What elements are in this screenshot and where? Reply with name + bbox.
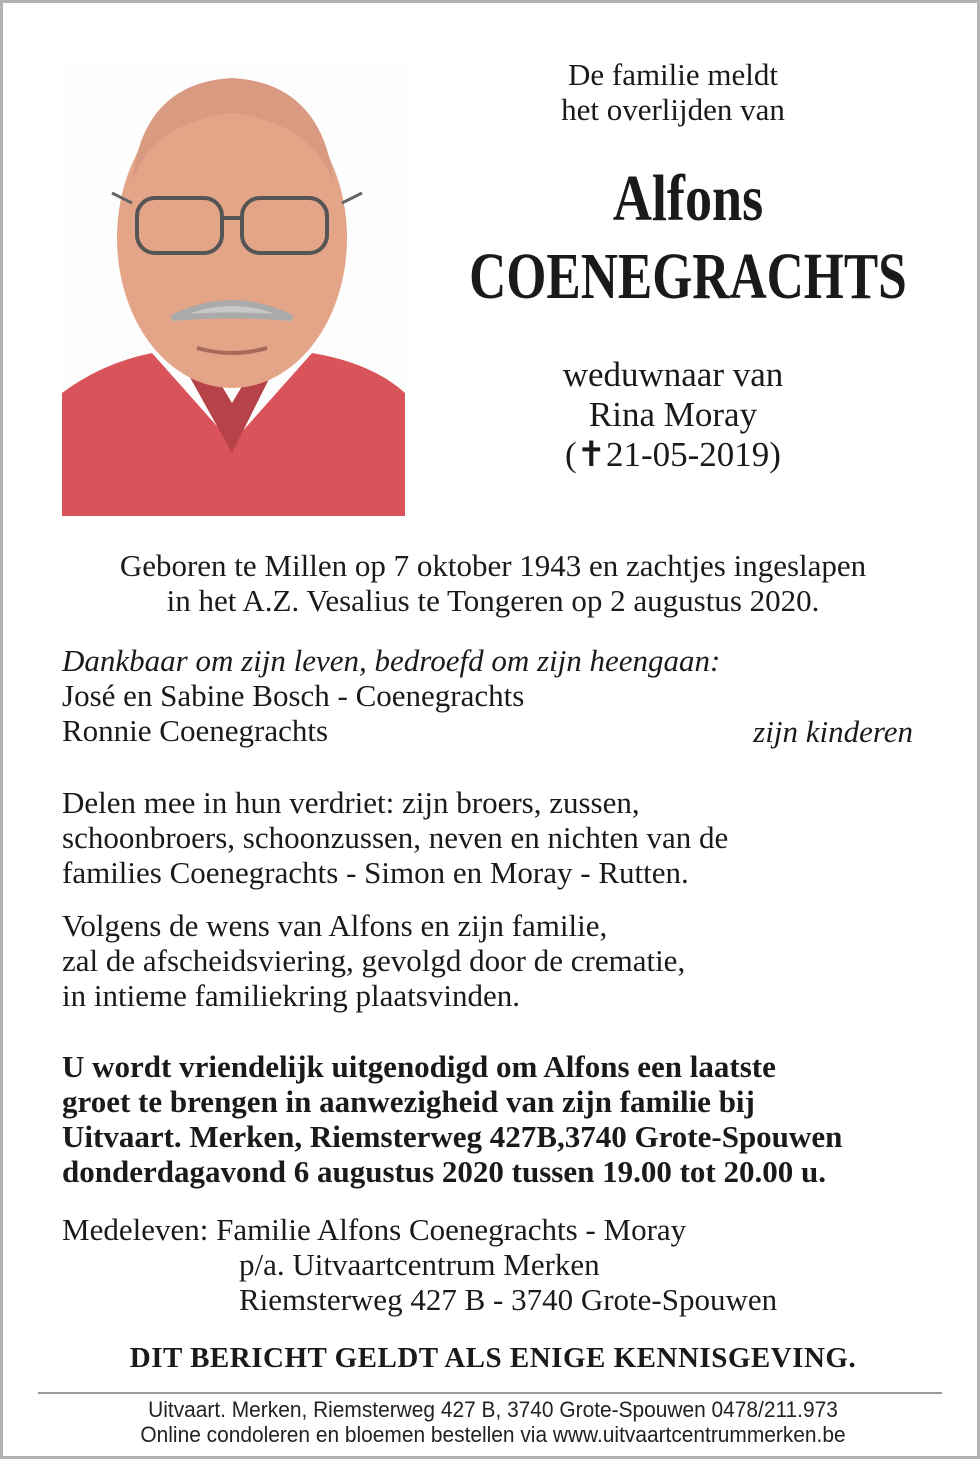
share-text <box>62 785 728 890</box>
child-line: Ronnie Coenegrachts <box>62 713 329 748</box>
share-line: schoonbroers, schoonzussen, neven en nichten van de <box>62 820 729 855</box>
share-line: Delen mee in hun verdriet: zijn broers, zussen, <box>62 785 640 820</box>
widower-line: (✝21-05-2019) <box>565 435 781 474</box>
wish-line: Volgens de wens van Alfons en zijn familie, <box>62 908 608 943</box>
wish-line: zal de afscheidsviering, gevolgd door de crematie, <box>62 943 686 978</box>
intro-text <box>443 57 903 127</box>
condolence-line: Riemsterweg 427 B - 3740 Grote-Spouwen <box>239 1282 778 1317</box>
footer-address: Uitvaart. Merken, Riemsterweg 427 B, 3740 Grote-Spouwen 0478/211.973 <box>148 1397 838 1422</box>
portrait-photo <box>62 63 405 516</box>
divider <box>38 1392 942 1394</box>
widower-line: Rina Moray <box>588 395 758 434</box>
widower-info <box>443 355 903 475</box>
birth-death-info <box>43 548 943 618</box>
widower-line: weduwnaar van <box>562 355 784 394</box>
condolence-label: Medeleven: <box>62 1212 209 1247</box>
invite-line: groet te brengen in aanwezigheid van zijn familie bij <box>62 1084 755 1119</box>
footer <box>28 1397 959 1447</box>
share-line: families Coenegrachts - Simon en Moray - Rutten. <box>62 855 689 890</box>
family-list <box>62 643 720 748</box>
born-line: Geboren te Millen op 7 oktober 1943 en zachtjes ingeslapen <box>119 548 867 583</box>
final-notice: DIT BERICHT GELDT ALS ENIGE KENNISGEVING. <box>129 1342 857 1374</box>
born-line: in het A.Z. Vesalius te Tongeren op 2 augustus 2020. <box>166 583 820 618</box>
condolence-line: Familie Alfons Coenegrachts - Moray <box>216 1212 687 1247</box>
wish-line: in intieme familiekring plaatsvinden. <box>62 978 520 1013</box>
wish-text <box>62 908 685 1013</box>
invitation-text <box>62 1049 842 1189</box>
grateful-line: Dankbaar om zijn leven, bedroefd om zijn heengaan: <box>62 643 721 678</box>
condolence-line: p/a. Uitvaartcentrum Merken <box>239 1247 600 1282</box>
intro-line: het overlijden van <box>561 92 785 127</box>
first-name: Alfons <box>612 162 764 235</box>
condolence-address <box>62 1212 777 1317</box>
invite-line: donderdagavond 6 augustus 2020 tussen 19.00 tot 20.00 u. <box>62 1154 826 1189</box>
child-line: José en Sabine Bosch - Coenegrachts <box>62 678 525 713</box>
intro-line: De familie meldt <box>567 57 779 92</box>
invite-line: Uitvaart. Merken, Riemsterweg 427B,3740 Grote-Spouwen <box>62 1119 843 1154</box>
children-role: zijn kinderen <box>753 714 913 749</box>
invite-line: U wordt vriendelijk uitgenodigd om Alfons een laatste <box>62 1049 776 1084</box>
footer-online: Online condoleren en bloemen bestellen via www.uitvaartcentrummerken.be <box>140 1422 846 1447</box>
last-name: COENEGRACHTS <box>469 240 907 313</box>
